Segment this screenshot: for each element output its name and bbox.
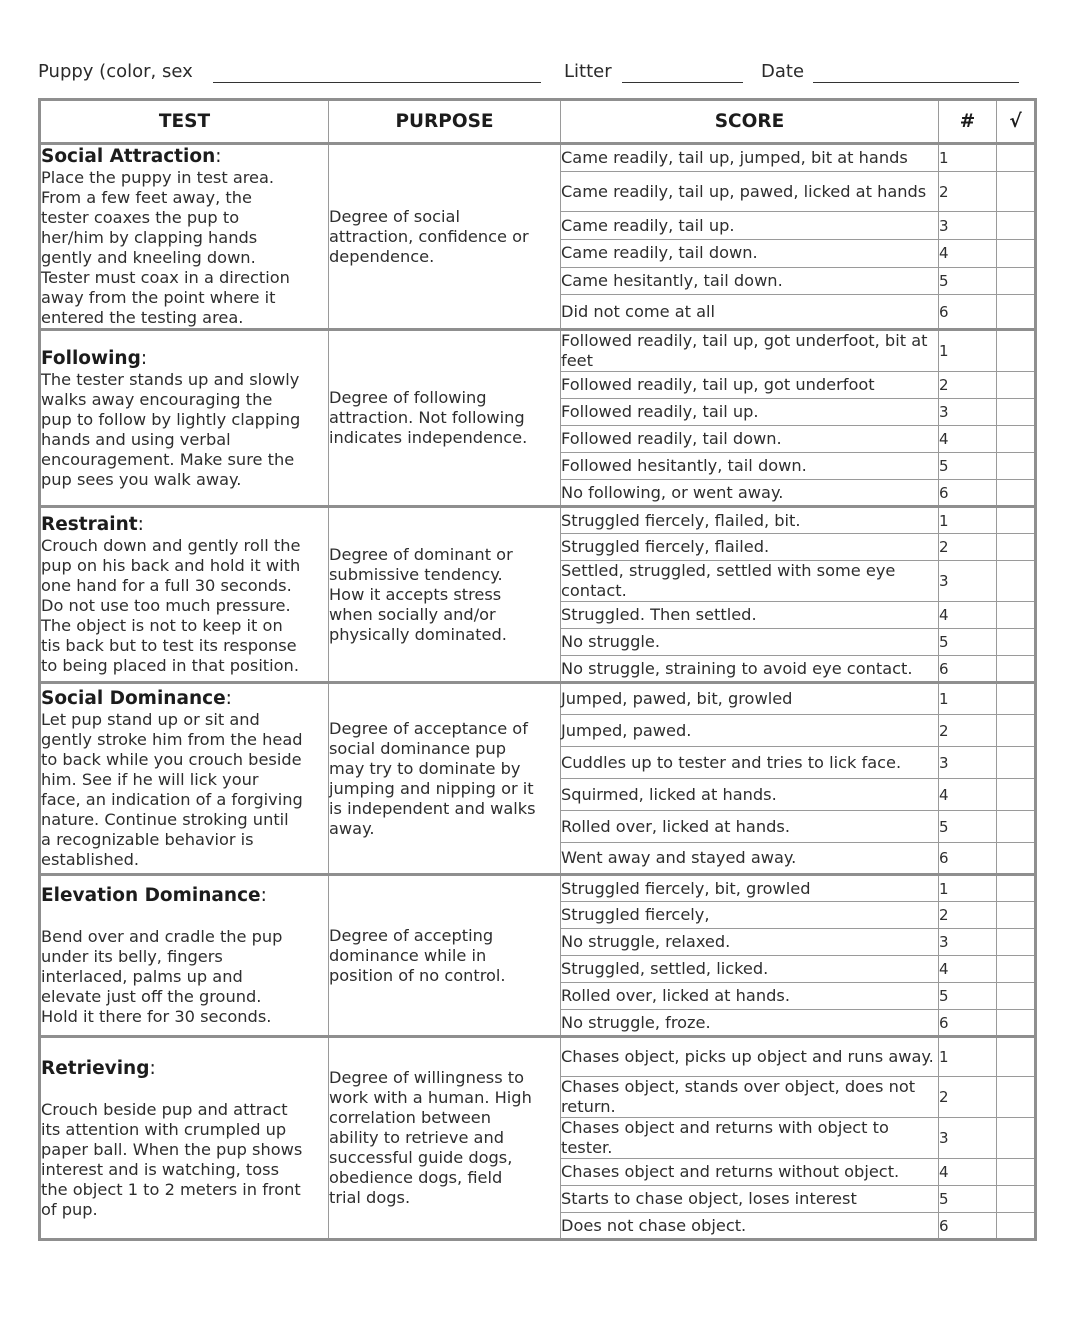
purpose-text: Degree of following attraction. Not following indicates independence.	[329, 388, 528, 447]
score-description: Squirmed, licked at hands.	[561, 779, 939, 811]
score-checkbox-cell[interactable]	[997, 602, 1036, 629]
score-number: 4	[939, 956, 997, 983]
score-number: 6	[939, 656, 997, 683]
purpose-text: Degree of acceptance of social dominance pup may try to dominate by jumping and nipping or it is independent and walks away.	[329, 718, 536, 838]
score-number: 6	[939, 1213, 997, 1240]
score-number: 3	[939, 747, 997, 779]
score-description: No struggle, froze.	[561, 1010, 939, 1037]
table-header-row	[40, 100, 1036, 144]
score-description: Did not come at all	[561, 295, 939, 330]
score-checkbox-cell[interactable]	[997, 956, 1036, 983]
test-title-colon: :	[137, 514, 144, 535]
score-checkbox-cell[interactable]	[997, 747, 1036, 779]
test-title-colon: :	[260, 885, 267, 906]
test-cell	[40, 1037, 329, 1240]
score-description: Went away and stayed away.	[561, 843, 939, 875]
score-description: Followed hesitantly, tail down.	[561, 453, 939, 480]
test-title-colon: :	[215, 146, 222, 167]
score-description: No struggle, relaxed.	[561, 929, 939, 956]
form-header	[38, 61, 1038, 89]
score-description: Does not chase object.	[561, 1213, 939, 1240]
purpose-cell	[329, 330, 561, 507]
score-description: Came readily, tail down.	[561, 240, 939, 268]
test-title	[41, 885, 328, 907]
col-header-purpose: PURPOSE	[329, 100, 561, 144]
score-number: 5	[939, 453, 997, 480]
score-description: Struggled fiercely, bit, growled	[561, 875, 939, 902]
test-title-text: Social Attraction	[41, 146, 216, 167]
score-description: No struggle.	[561, 629, 939, 656]
score-description: Struggled fiercely,	[561, 902, 939, 929]
test-title	[41, 146, 328, 168]
score-checkbox-cell[interactable]	[997, 212, 1036, 240]
score-description: Followed readily, tail down.	[561, 426, 939, 453]
test-title	[41, 514, 328, 536]
score-checkbox-cell[interactable]	[997, 1010, 1036, 1037]
test-description: Crouch down and gently roll the pup on his back and hold it with one hand for a full 30 seconds. Do not use too much pressure. The object is not to keep it on tis back but to test its response to being placed in that position.	[41, 536, 301, 675]
score-description: Came readily, tail up.	[561, 212, 939, 240]
score-number: 3	[939, 929, 997, 956]
score-checkbox-cell[interactable]	[997, 1118, 1036, 1159]
score-number: 2	[939, 171, 997, 212]
date-field[interactable]	[813, 82, 1019, 83]
test-title-text: Elevation Dominance	[41, 885, 261, 906]
score-number: 6	[939, 843, 997, 875]
score-description: Followed readily, tail up, got underfoot	[561, 372, 939, 399]
score-number: 3	[939, 212, 997, 240]
score-number: 4	[939, 779, 997, 811]
score-checkbox-cell[interactable]	[997, 875, 1036, 902]
score-checkbox-cell[interactable]	[997, 779, 1036, 811]
score-checkbox-cell[interactable]	[997, 561, 1036, 602]
score-description: Struggled. Then settled.	[561, 602, 939, 629]
score-row	[40, 875, 1036, 902]
score-number: 2	[939, 902, 997, 929]
score-checkbox-cell[interactable]	[997, 656, 1036, 683]
purpose-text: Degree of willingness to work with a human. High correlation between ability to retrieve and successful guide dogs, obedience dogs, field trial dogs.	[329, 1068, 532, 1207]
score-number: 2	[939, 1077, 997, 1118]
purpose-cell	[329, 1037, 561, 1240]
col-header-test: TEST	[40, 100, 329, 144]
test-cell	[40, 330, 329, 507]
test-description: Bend over and cradle the pup under its belly, fingers interlaced, palms up and elevate just off the ground. Hold it there for 30 seconds.	[41, 927, 283, 1026]
score-checkbox-cell[interactable]	[997, 453, 1036, 480]
table-body	[40, 144, 1036, 1240]
score-checkbox-cell[interactable]	[997, 144, 1036, 172]
score-checkbox-cell[interactable]	[997, 929, 1036, 956]
score-checkbox-cell[interactable]	[997, 811, 1036, 843]
score-checkbox-cell[interactable]	[997, 983, 1036, 1010]
test-description: Crouch beside pup and attract its attention with crumpled up paper ball. When the pup shows interest and is watching, toss the object 1 to 2 meters in front of pup.	[41, 1099, 303, 1219]
score-row	[40, 330, 1036, 372]
score-row	[40, 507, 1036, 534]
score-description: Starts to chase object, loses interest	[561, 1186, 939, 1213]
score-checkbox-cell[interactable]	[997, 1159, 1036, 1186]
score-description: Struggled fiercely, flailed, bit.	[561, 507, 939, 534]
score-checkbox-cell[interactable]	[997, 1037, 1036, 1077]
score-number: 2	[939, 715, 997, 747]
score-description: Cuddles up to tester and tries to lick face.	[561, 747, 939, 779]
score-description: Came hesitantly, tail down.	[561, 267, 939, 295]
score-number: 1	[939, 330, 997, 372]
puppy-label: Puppy (color, sex	[38, 61, 193, 82]
score-number: 1	[939, 507, 997, 534]
score-checkbox-cell[interactable]	[997, 1213, 1036, 1240]
score-number: 3	[939, 561, 997, 602]
test-cell	[40, 683, 329, 875]
score-checkbox-cell[interactable]	[997, 480, 1036, 507]
score-description: Jumped, pawed, bit, growled	[561, 683, 939, 715]
col-header-score: SCORE	[561, 100, 939, 144]
score-number: 5	[939, 983, 997, 1010]
score-description: Chases object and returns without object.	[561, 1159, 939, 1186]
score-checkbox-cell[interactable]	[997, 372, 1036, 399]
score-number: 3	[939, 399, 997, 426]
score-checkbox-cell[interactable]	[997, 399, 1036, 426]
test-title	[41, 1058, 328, 1080]
test-cell	[40, 507, 329, 683]
score-checkbox-cell[interactable]	[997, 171, 1036, 212]
purpose-cell	[329, 875, 561, 1037]
score-description: Chases object, picks up object and runs away.	[561, 1037, 939, 1077]
score-number: 5	[939, 267, 997, 295]
score-description: Settled, struggled, settled with some eye contact.	[561, 561, 939, 602]
score-number: 6	[939, 480, 997, 507]
score-number: 6	[939, 1010, 997, 1037]
test-title-text: Retrieving	[41, 1057, 150, 1079]
litter-label: Litter	[564, 61, 612, 82]
score-row	[40, 144, 1036, 172]
score-description: No following, or went away.	[561, 480, 939, 507]
test-title	[41, 348, 328, 370]
test-description: Place the puppy in test area. From a few feet away, the tester coaxes the pup to her/him by clapping hands gently and kneeling down. Tester must coax in a direction away from the point where it entered the testing area.	[41, 168, 290, 327]
score-checkbox-cell[interactable]	[997, 330, 1036, 372]
test-title-text: Following	[41, 347, 141, 369]
score-description: Jumped, pawed.	[561, 715, 939, 747]
score-description: Followed readily, tail up, got underfoot, bit at feet	[561, 330, 939, 372]
purpose-text: Degree of dominant or submissive tendency. How it accepts stress when socially and/or physically dominated.	[329, 544, 513, 644]
test-title-colon: :	[140, 347, 148, 369]
col-header-check: √	[997, 100, 1036, 144]
purpose-text: Degree of social attraction, confidence or dependence.	[329, 206, 529, 266]
score-description: Rolled over, licked at hands.	[561, 983, 939, 1010]
test-description: Let pup stand up or sit and gently stroke him from the head to back while you crouch beside him. See if he will lick your face, an indication of a forgiving nature. Continue stroking until a recognizable behavior is established.	[41, 710, 303, 869]
purpose-cell	[329, 144, 561, 330]
score-checkbox-cell[interactable]	[997, 1077, 1036, 1118]
test-cell	[40, 875, 329, 1037]
col-header-number: #	[939, 100, 997, 144]
score-number: 1	[939, 875, 997, 902]
test-title-text: Restraint	[41, 514, 138, 535]
score-number: 3	[939, 1118, 997, 1159]
score-checkbox-cell[interactable]	[997, 1186, 1036, 1213]
score-checkbox-cell[interactable]	[997, 902, 1036, 929]
puppy-field[interactable]	[213, 82, 541, 83]
test-title-text: Social Dominance	[41, 688, 226, 709]
score-description: Came readily, tail up, pawed, licked at hands	[561, 171, 939, 212]
score-description: Struggled, settled, licked.	[561, 956, 939, 983]
test-title-colon: :	[149, 1057, 156, 1079]
score-checkbox-cell[interactable]	[997, 426, 1036, 453]
score-checkbox-cell[interactable]	[997, 267, 1036, 295]
score-description: Came readily, tail up, jumped, bit at hands	[561, 144, 939, 172]
score-checkbox-cell[interactable]	[997, 240, 1036, 268]
score-number: 2	[939, 534, 997, 561]
test-title	[41, 688, 328, 710]
score-description: Chases object and returns with object to tester.	[561, 1118, 939, 1159]
score-row	[40, 1037, 1036, 1077]
score-checkbox-cell[interactable]	[997, 843, 1036, 875]
score-checkbox-cell[interactable]	[997, 507, 1036, 534]
score-checkbox-cell[interactable]	[997, 534, 1036, 561]
purpose-text: Degree of accepting dominance while in position of no control.	[329, 925, 506, 985]
litter-field[interactable]	[622, 82, 743, 83]
score-checkbox-cell[interactable]	[997, 715, 1036, 747]
score-number: 5	[939, 1186, 997, 1213]
score-row	[40, 683, 1036, 715]
score-number: 4	[939, 426, 997, 453]
score-number: 5	[939, 811, 997, 843]
score-checkbox-cell[interactable]	[997, 629, 1036, 656]
score-number: 6	[939, 295, 997, 330]
puppy-test-table	[38, 98, 1037, 1241]
score-number: 5	[939, 629, 997, 656]
score-description: Chases object, stands over object, does not return.	[561, 1077, 939, 1118]
test-description: The tester stands up and slowly walks away encouraging the pup to follow by lightly clapping hands and using verbal encouragement. Make sure the pup sees you walk away.	[41, 369, 301, 489]
score-number: 4	[939, 240, 997, 268]
score-number: 4	[939, 602, 997, 629]
purpose-cell	[329, 507, 561, 683]
score-number: 2	[939, 372, 997, 399]
score-number: 1	[939, 1037, 997, 1077]
score-checkbox-cell[interactable]	[997, 295, 1036, 330]
score-description: Rolled over, licked at hands.	[561, 811, 939, 843]
score-description: No struggle, straining to avoid eye contact.	[561, 656, 939, 683]
date-label: Date	[761, 61, 805, 82]
score-number: 4	[939, 1159, 997, 1186]
score-description: Followed readily, tail up.	[561, 399, 939, 426]
score-number: 1	[939, 683, 997, 715]
score-number: 1	[939, 144, 997, 172]
score-description: Struggled fiercely, flailed.	[561, 534, 939, 561]
score-checkbox-cell[interactable]	[997, 683, 1036, 715]
test-title-colon: :	[225, 688, 232, 709]
purpose-cell	[329, 683, 561, 875]
test-cell	[40, 144, 329, 330]
